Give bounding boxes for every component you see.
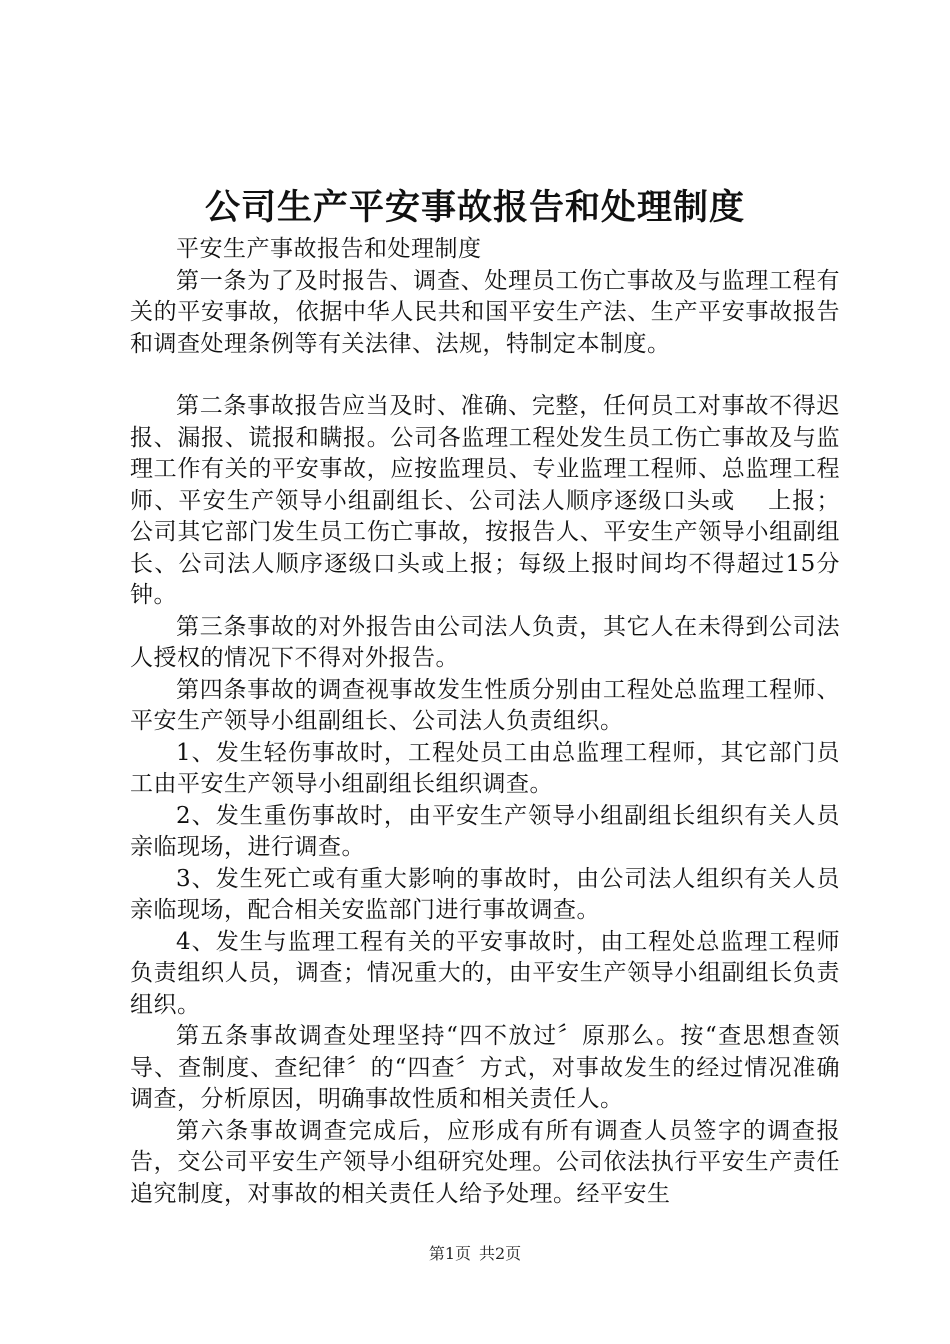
paragraph-article-5: 第五条事故调查处理坚持“四不放过〞原那么。按“查思想查领导、查制度、查纪律〞的“四查〞方式，对事故发生的经过情况准确调查，分析原因，明确事故性质和相关责任人。 [130, 1023, 840, 1112]
paragraph-article-4: 第四条事故的调查视事故发生性质分别由工程处总监理工程师、平安生产领导小组副组长、公司法人负责组织。 [130, 676, 840, 734]
page-number: 第1页 [428, 1244, 471, 1263]
paragraph-item-2: 2、发生重伤事故时，由平安生产领导小组副组长组织有关人员亲临现场，进行调查。 [130, 802, 840, 860]
paragraph-item-4: 4、发生与监理工程有关的平安事故时，由工程处总监理工程师负责组织人员，调查；情况重大的，由平安生产领导小组副组长负责组织。 [130, 928, 840, 1018]
paragraph-item-1: 1、发生轻伤事故时，工程处员工由总监理工程师，其它部门员工由平安生产领导小组副组长组织调查。 [130, 739, 840, 797]
paragraph-article-1: 第一条为了及时报告、调查、处理员工伤亡事故及与监理工程有关的平安事故，依据中华人民共和国平安生产法、生产平安事故报告和调查处理条例等有关法律、法规，特制定本制度。 [130, 267, 840, 357]
page-footer [0, 1244, 950, 1264]
page-total: 共2页 [479, 1244, 522, 1263]
paragraph-article-2: 第二条事故报告应当及时、准确、完整，任何员工对事故不得迟报、漏报、谎报和瞒报。公司各监理工程处发生员工伤亡事故及与监理工作有关的平安事故，应按监理员、专业监理工程师、总监理工程师、平安生产领导小组副组长、公司法人顺序逐级口头或 上报；公司其它部门发生员工伤亡事故，按报告人、平安生产领导小组副组长、公司法人顺序逐级口头或上报；每级上报时间均不得超过15分钟。 [130, 393, 840, 608]
paragraph-article-6: 第六条事故调查完成后，应形成有所有调查人员签字的调查报告，交公司平安生产领导小组研究处理。公司依法执行平安生产责任追究制度，对事故的相关责任人给予处理。经平安生 [130, 1117, 840, 1207]
paragraph-article-3: 第三条事故的对外报告由公司法人负责，其它人在未得到公司法人授权的情况下不得对外报告。 [130, 613, 840, 671]
paragraph-subtitle: 平安生产事故报告和处理制度 [176, 236, 482, 262]
document-body [130, 234, 840, 1210]
document-title: 公司生产平安事故报告和处理制度 [204, 187, 745, 228]
paragraph-item-3: 3、发生死亡或有重大影响的事故时，由公司法人组织有关人员亲临现场，配合相关安监部门进行事故调查。 [130, 865, 840, 923]
